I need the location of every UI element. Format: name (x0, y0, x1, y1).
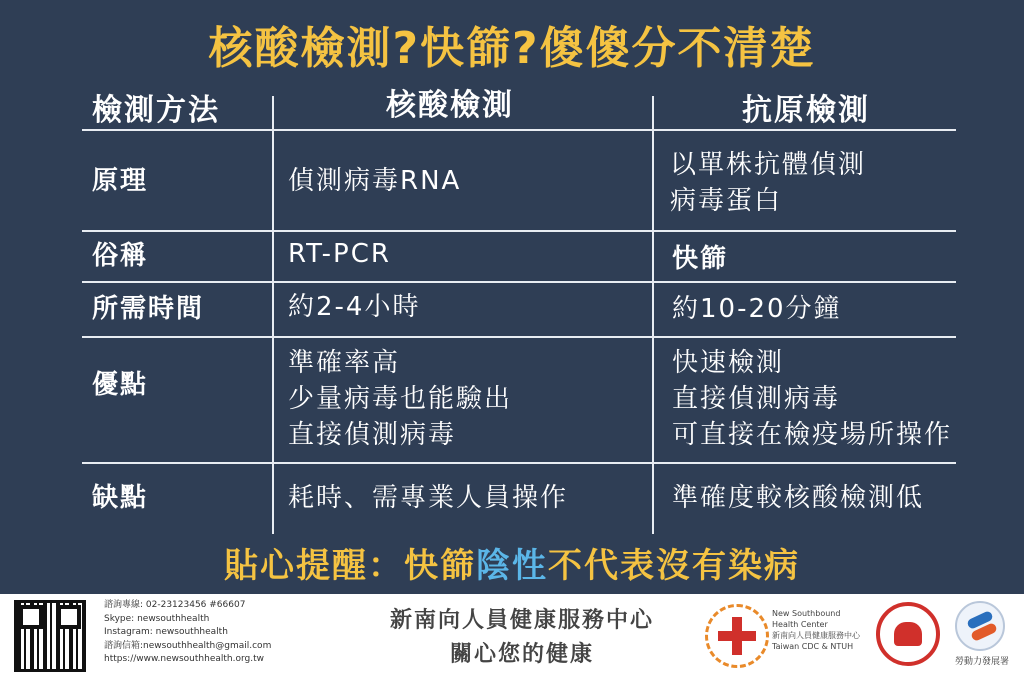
row-label-disadvantages: 缺點 (92, 483, 149, 513)
header-antigen: 抗原檢測 (742, 93, 870, 128)
center-name-block (352, 604, 692, 672)
antigen-advantage-1: 快速檢測 (672, 348, 785, 378)
center-slogan: 關心您的健康 (449, 642, 594, 667)
pcr-advantage-1: 準確率高 (288, 348, 401, 378)
reminder-banner (0, 538, 1024, 587)
nsh-logo-text (772, 608, 860, 652)
row-divider (82, 129, 956, 131)
contact-info (104, 599, 271, 667)
wda-logo-icon (955, 601, 1005, 651)
antigen-common-name: 快篩 (672, 244, 729, 274)
footer (0, 594, 1024, 682)
column-divider (652, 96, 654, 534)
contact-website[interactable]: https://www.newsouthhealth.org.tw (104, 654, 264, 664)
antigen-principle-line1: 以單株抗體偵測 (670, 150, 867, 180)
antigen-advantage-3: 可直接在檢疫場所操作 (672, 420, 953, 450)
contact-email: 諮詢信箱:newsouthhealth@gmail.com (104, 640, 272, 651)
nsh-cross-logo-icon (705, 604, 769, 668)
center-name: 新南向人員健康服務中心 (389, 608, 654, 633)
column-divider (272, 96, 274, 534)
row-label-common-name: 俗稱 (92, 241, 149, 271)
row-label-principle: 原理 (92, 166, 149, 196)
reminder-text-start: 貼心提醒：快篩 (224, 546, 476, 586)
nsh-logo-line: Taiwan CDC & NTUH (772, 642, 854, 651)
contact-skype: Skype: newsouthhealth (104, 613, 210, 624)
pcr-advantage-3: 直接偵測病毒 (288, 420, 457, 450)
contact-instagram: Instagram: newsouthhealth (104, 627, 228, 637)
qr-code[interactable] (14, 600, 86, 672)
contact-phone: 諮詢專線: 02-23123456 #66607 (104, 600, 246, 610)
row-label-advantages: 優點 (92, 370, 149, 400)
row-divider (82, 336, 956, 338)
antigen-advantage-2: 直接偵測病毒 (672, 384, 841, 414)
nsh-logo-line: 新南向人員健康服務中心 (772, 631, 860, 640)
header-method: 檢測方法 (92, 93, 220, 128)
row-label-time: 所需時間 (92, 294, 205, 324)
row-divider (82, 230, 956, 232)
reminder-highlight: 陰性 (476, 546, 548, 586)
antigen-time: 約10-20分鐘 (672, 294, 842, 324)
pcr-common-name: RT-PCR (288, 239, 391, 269)
antigen-principle-line2: 病毒蛋白 (670, 186, 783, 216)
reminder-text-end: 不代表沒有染病 (548, 546, 800, 586)
nsh-logo-line: Health Center (772, 620, 828, 629)
nsh-logo-line: New Southbound (772, 609, 841, 618)
wda-logo-text: 勞動力發展署 (954, 657, 1009, 667)
pcr-disadvantage: 耗時、需專業人員操作 (288, 483, 569, 513)
pcr-advantage-2: 少量病毒也能驗出 (288, 384, 513, 414)
pcr-time: 約2-4小時 (288, 292, 421, 322)
row-divider (82, 462, 956, 464)
poster-title: 核酸檢測?快篩?傻傻分不清楚 (208, 23, 816, 74)
pcr-principle: 偵測病毒RNA (288, 166, 462, 196)
header-pcr: 核酸檢測 (386, 88, 514, 123)
row-divider (82, 281, 956, 283)
antigen-disadvantage: 準確度較核酸檢測低 (672, 483, 925, 513)
heart-seal-logo-icon (876, 602, 940, 666)
